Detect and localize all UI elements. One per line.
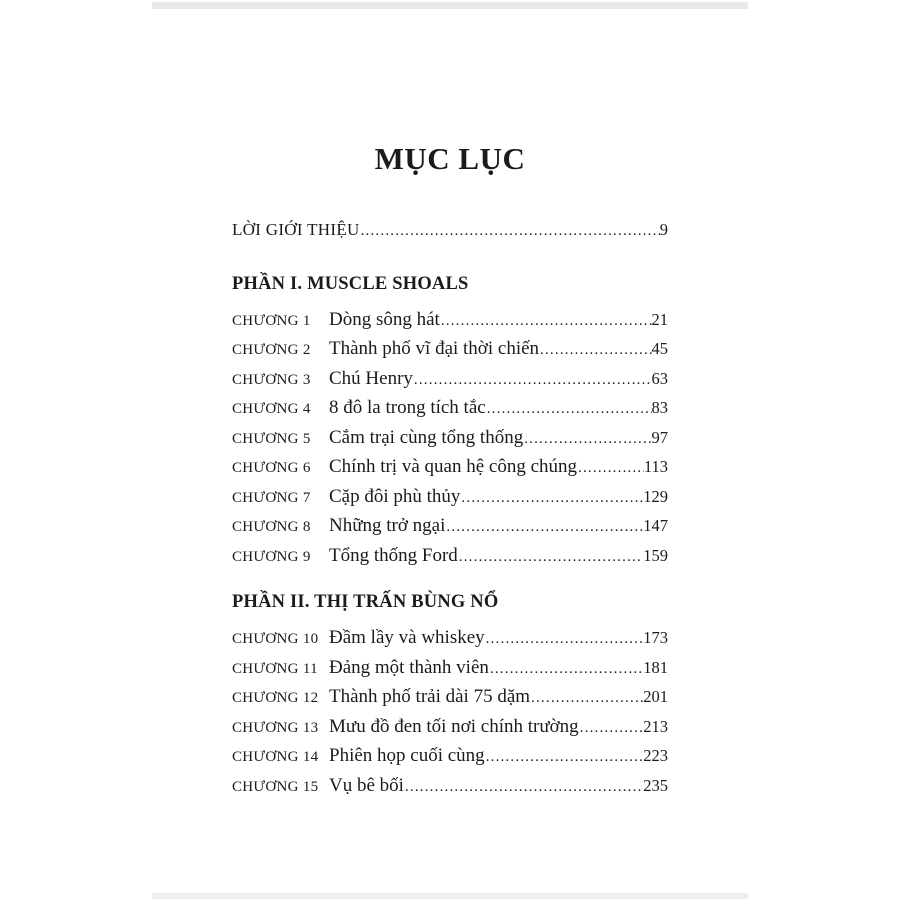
toc-entry	[232, 653, 668, 683]
chapter-label: CHƯƠNG 13	[232, 719, 319, 736]
top-border-strip	[152, 2, 748, 9]
dot-leader	[578, 460, 644, 477]
chapter-page-number: 113	[643, 457, 668, 477]
chapter-title: Tổng thống Ford	[329, 544, 458, 566]
dot-leader	[459, 549, 643, 566]
intro-label: LỜI GIỚI THIỆU	[232, 219, 360, 239]
dot-leader	[446, 519, 643, 536]
toc-entry	[232, 771, 668, 801]
chapter-label: CHƯƠNG 11	[232, 660, 318, 677]
intro-page-number: 9	[659, 219, 668, 239]
toc-entry	[232, 741, 668, 771]
chapter-title: 8 đô la trong tích tắc	[329, 397, 486, 419]
toc-entry	[232, 305, 668, 335]
chapter-label: CHƯƠNG 8	[232, 519, 311, 536]
toc-section	[232, 592, 668, 800]
dot-leader	[490, 661, 643, 678]
chapter-title: Mưu đồ đen tối nơi chính trường	[329, 715, 579, 737]
chapter-title: Phiên họp cuối cùng	[329, 745, 485, 767]
chapter-label: CHƯƠNG 15	[232, 778, 319, 795]
section-entries	[232, 623, 668, 800]
toc-entry	[232, 393, 668, 423]
toc-entry	[232, 623, 668, 653]
dot-leader	[524, 431, 651, 448]
toc-entry-intro	[232, 217, 668, 243]
chapter-page-number: 235	[643, 775, 668, 795]
dot-leader	[540, 342, 651, 359]
dot-leader	[414, 372, 652, 389]
chapter-label: CHƯƠNG 6	[232, 460, 311, 477]
section-entries	[232, 305, 668, 571]
chapter-label: CHƯƠNG 14	[232, 749, 319, 766]
toc-entry	[232, 511, 668, 541]
chapter-label: CHƯƠNG 4	[232, 401, 311, 418]
chapter-page-number: 181	[643, 657, 668, 677]
chapter-page-number: 129	[643, 486, 668, 506]
dot-leader	[441, 313, 652, 330]
chapter-page-number: 213	[643, 716, 668, 736]
chapter-page-number: 147	[643, 516, 668, 536]
chapter-title: Thành phố trải dài 75 dặm	[329, 686, 531, 708]
chapter-label: CHƯƠNG 9	[232, 548, 311, 565]
toc-entry	[232, 452, 668, 482]
dot-leader	[486, 631, 644, 648]
dot-leader	[580, 720, 644, 737]
chapter-title: Cặp đôi phù thủy	[329, 485, 461, 507]
chapter-label: CHƯƠNG 3	[232, 371, 311, 388]
chapter-label: CHƯƠNG 1	[232, 312, 311, 329]
section-heading: PHẦN I. MUSCLE SHOALS	[232, 273, 469, 294]
chapter-page-number: 45	[651, 339, 668, 359]
toc-entry	[232, 334, 668, 364]
chapter-title: Vụ bê bối	[329, 774, 404, 796]
chapter-title: Chú Henry	[329, 367, 413, 389]
chapter-label: CHƯƠNG 7	[232, 489, 311, 506]
chapter-title: Chính trị và quan hệ công chúng	[329, 456, 578, 478]
chapter-page-number: 21	[651, 309, 668, 329]
sections	[232, 274, 668, 801]
toc-entry	[232, 364, 668, 394]
dot-leader	[405, 779, 643, 796]
toc-entry	[232, 712, 668, 742]
dot-leader	[486, 749, 644, 766]
chapter-label: CHƯƠNG 2	[232, 342, 311, 359]
dot-leader	[487, 401, 652, 418]
table-of-contents	[232, 0, 668, 800]
chapter-page-number: 173	[643, 628, 668, 648]
chapter-page-number: 201	[643, 687, 668, 707]
chapter-title: Dòng sông hát	[329, 308, 440, 330]
chapter-page-number: 223	[643, 746, 668, 766]
chapter-label: CHƯƠNG 12	[232, 690, 319, 707]
chapter-label: CHƯƠNG 5	[232, 430, 311, 447]
chapter-title: Thành phố vĩ đại thời chiến	[329, 338, 540, 360]
page-title: MỤC LỤC	[374, 141, 526, 176]
chapter-page-number: 83	[651, 398, 668, 418]
chapter-page-number: 159	[643, 545, 668, 565]
dot-leader	[461, 490, 643, 507]
chapter-page-number: 97	[651, 427, 668, 447]
bottom-border-strip	[152, 893, 748, 899]
toc-entry	[232, 423, 668, 453]
chapter-title: Đảng một thành viên	[329, 656, 489, 678]
toc-entry	[232, 482, 668, 512]
chapter-label: CHƯƠNG 10	[232, 631, 319, 648]
dot-leader	[531, 690, 643, 707]
section-heading: PHẦN II. THỊ TRẤN BÙNG NỔ	[232, 592, 499, 613]
chapter-page-number: 63	[651, 368, 668, 388]
toc-section	[232, 274, 668, 571]
toc-entry	[232, 541, 668, 571]
chapter-title: Đầm lầy và whiskey	[329, 627, 485, 649]
toc-entry	[232, 682, 668, 712]
chapter-title: Những trở ngại	[329, 515, 446, 537]
chapter-title: Cắm trại cùng tổng thống	[329, 426, 524, 448]
dot-leader	[361, 223, 660, 240]
